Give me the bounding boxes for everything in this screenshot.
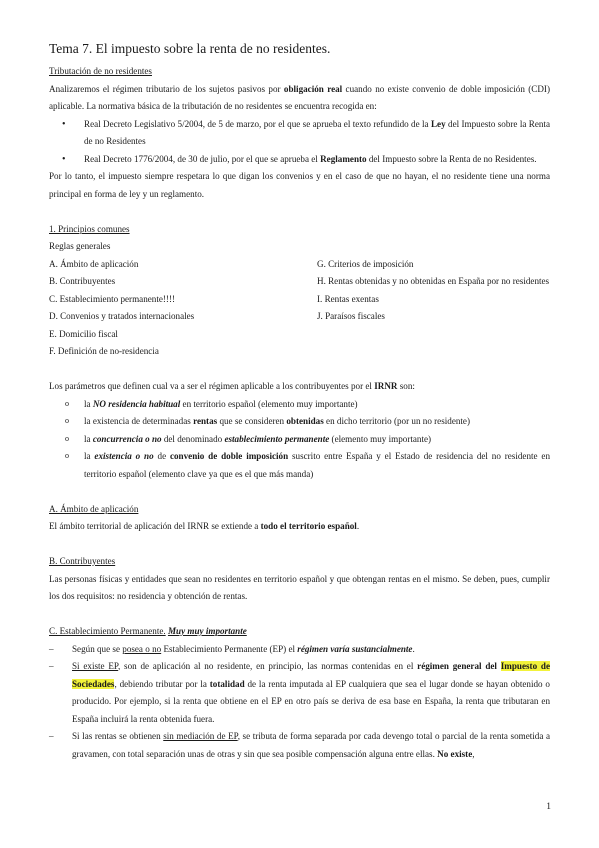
parameters-intro: Los parámetros que definen cual va a ser el régimen aplicable a los contribuyentes por el IRNR son: — [49, 381, 415, 391]
rule-item: F. Definición de no-residencia — [49, 346, 159, 356]
rule-item: E. Domicilio fiscal — [49, 328, 118, 339]
sectionB-heading: B. Contribuyentes — [49, 556, 116, 566]
sectionC-item: – Si las rentas se obtienen sin mediación de EP, se tributa de forma separada por cada devengo total o parcial de la renta sometida a gravamen, con total separación unas de otras y sin que sea posible compensación alguna entre ellas. No existe, — [49, 728, 550, 763]
sectionA-heading: A. Ámbito de aplicación — [49, 503, 139, 514]
rule-item: I. Rentas exentas — [317, 293, 379, 304]
highlighted-text: Impuesto de Sociedades — [72, 661, 550, 689]
rule-item: C. Establecimiento permanente!!!! — [49, 293, 175, 304]
intro-paragraph: Analizaremos el régimen tributario de los sujetos pasivos por obligación real cuando no existe convenio de doble imposición (CDI) aplicable. La normativa básica de la tributación de no residentes se encuentra recogida en: — [49, 83, 550, 111]
law-list — [49, 116, 550, 169]
parameter-item: o la NO residencia habitual en territorio español (elemento muy importante) — [49, 396, 550, 414]
sectionB-text: Las personas físicas y entidades que sean no residentes en territorio español y que obtengan rentas en el mismo. Se deben, pues, cumplir los dos requisitos: no residencia y obtención de rentas. — [49, 573, 550, 601]
section1-heading: 1. Principios comunes — [49, 223, 130, 234]
rule-item: G. Criterios de imposición — [317, 258, 414, 269]
sectionC-heading: C. Establecimiento Permanente. Muy muy importante — [49, 626, 247, 636]
sectionC-item: – Si existe EP, son de aplicación al no residente, en principio, las normas contenidas en el régimen general del Impuesto de Sociedades, debiendo tributar por la totalidad de la renta imputada al EP cualquiera que sea el lugar donde se hayan obtenido o producido. Por ejemplo, si la renta que obtiene en el EP en otro país se deriva de esa base en España, la renta que tributaran en España incluirá la renta obtenida fuera. — [49, 658, 550, 728]
rule-item: H. Rentas obtenidas y no obtenidas en España por no residentes — [317, 276, 550, 286]
page-number: 1 — [546, 802, 551, 812]
section1-subheading: Reglas generales — [49, 241, 111, 251]
rules-columns — [49, 256, 550, 361]
intro-heading: Tributación de no residentes — [49, 66, 152, 76]
law-item: • Real Decreto 1776/2004, de 30 de julio, por el que se aprueba el Reglamento del Impuesto sobre la Renta de no Residentes. — [49, 151, 550, 169]
rules-left-column — [49, 256, 317, 361]
rule-item: B. Contribuyentes — [49, 276, 116, 286]
parameter-item: o la existencia de determinadas rentas que se consideren obtenidas en dicho territorio (por un no residente) — [49, 413, 550, 431]
intro-conclusion: Por lo tanto, el impuesto siempre respetara lo que digan los convenios y en el caso de que no hayan, el no residente tiene una norma principal en forma de ley y un reglamento. — [49, 171, 550, 199]
sectionA-text: El ámbito territorial de aplicación del IRNR se extiende a todo el territorio español. — [49, 521, 360, 531]
parameter-item: o la existencia o no de convenio de doble imposición suscrito entre España y el Estado de residencia del no residente en territorio español (elemento clave ya que es el que más manda) — [49, 448, 550, 483]
sectionC-item: – Según que se posea o no Establecimiento Permanente (EP) el régimen varía sustancialmente. — [49, 641, 550, 659]
rules-right-column — [317, 256, 550, 361]
document-title: Tema 7. El impuesto sobre la renta de no residentes. — [49, 41, 331, 56]
rule-item: D. Convenios y tratados internacionales — [49, 311, 195, 321]
rule-item: J. Paraísos fiscales — [317, 311, 385, 321]
parameter-item: o la concurrencia o no del denominado establecimiento permanente (elemento muy importante) — [49, 431, 550, 449]
rule-item: A. Ámbito de aplicación — [49, 258, 139, 269]
parameters-list — [49, 396, 550, 484]
sectionC-list — [49, 641, 550, 764]
law-item: • Real Decreto Legislativo 5/2004, de 5 de marzo, por el que se aprueba el texto refundido de la Ley del Impuesto sobre la Renta de no Residentes — [49, 116, 550, 151]
